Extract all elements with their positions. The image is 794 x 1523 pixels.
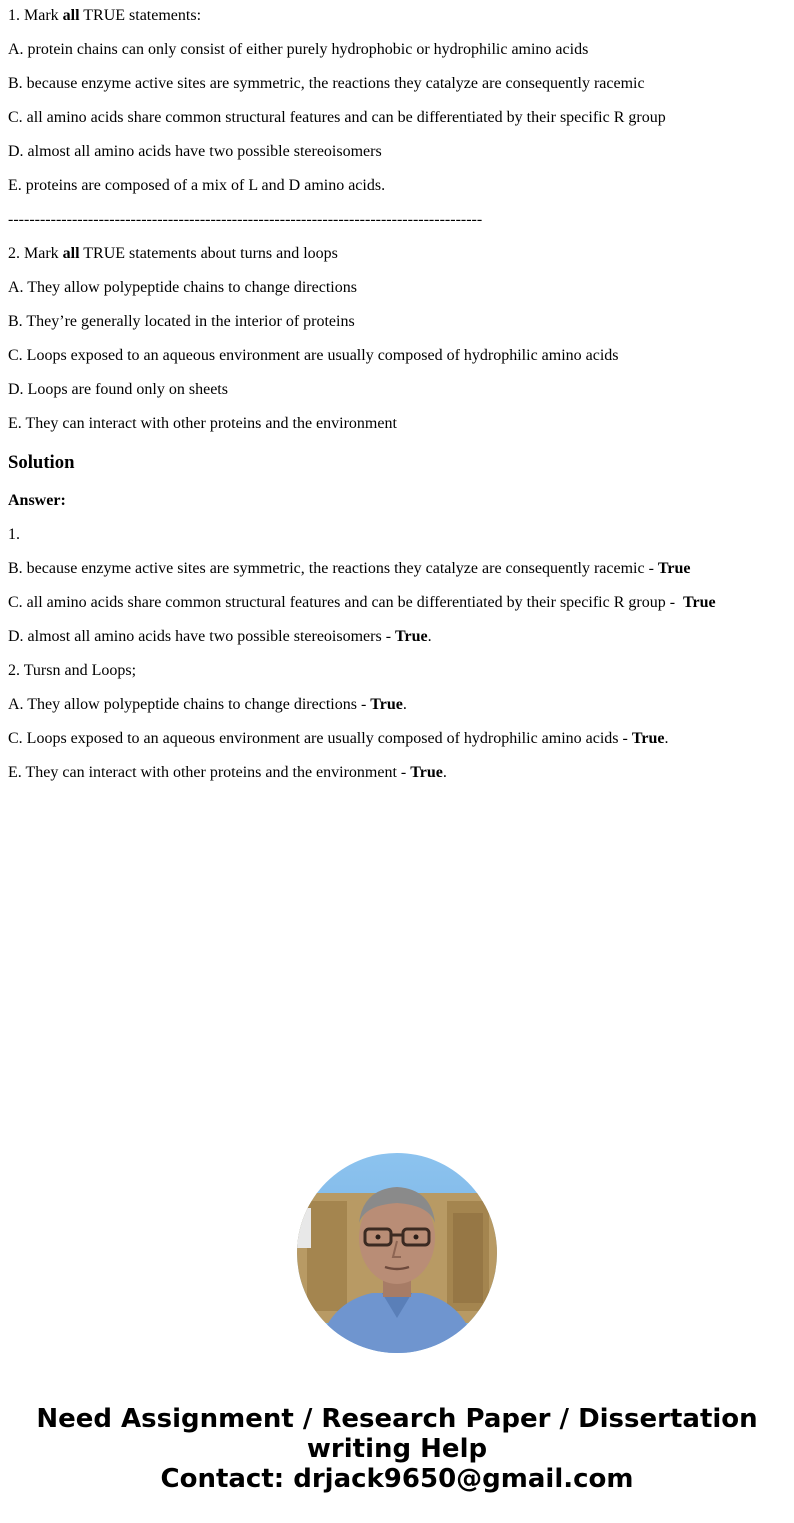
- question-1-option-b: B. because enzyme active sites are symmetric, the reactions they catalyze are consequently racemic: [8, 75, 645, 92]
- promo-line-2: writing Help: [306, 1434, 488, 1464]
- question-2-option-b: B. They’re generally located in the interior of proteins: [8, 313, 355, 330]
- answer-1-item-d: D. almost all amino acids have two possible stereoisomers - True.: [8, 628, 432, 645]
- solution-heading: Solution: [8, 452, 75, 473]
- answer-1-item-c: C. all amino acids share common structural features and can be differentiated by their specific R group - True: [8, 594, 716, 611]
- answer-label: Answer:: [8, 492, 66, 509]
- avatar: [297, 1153, 497, 1353]
- question-1-prompt: 1. Mark all TRUE statements:: [8, 7, 202, 24]
- answer-part-1-label: 1.: [8, 526, 20, 543]
- question-2-prompt: 2. Mark all TRUE statements about turns and loops: [8, 245, 338, 262]
- question-1-option-a: A. protein chains can only consist of either purely hydrophobic or hydrophilic amino acids: [8, 41, 589, 58]
- promo-contact: Contact: drjack9650@gmail.com: [160, 1464, 634, 1494]
- question-2-option-c: C. Loops exposed to an aqueous environment are usually composed of hydrophilic amino acids: [8, 347, 619, 364]
- answer-1-item-b: B. because enzyme active sites are symmetric, the reactions they catalyze are consequently racemic - True: [8, 560, 691, 577]
- question-1-option-c: C. all amino acids share common structural features and can be differentiated by their specific R group: [8, 109, 666, 126]
- promo-banner: [0, 1404, 794, 1494]
- answer-2-item-e: E. They can interact with other proteins and the environment - True.: [8, 764, 447, 781]
- question-1-option-d: D. almost all amino acids have two possible stereoisomers: [8, 143, 382, 160]
- person-portrait-icon: [297, 1153, 497, 1353]
- question-2-option-e: E. They can interact with other proteins and the environment: [8, 415, 397, 432]
- promo-line-1: Need Assignment / Research Paper / Dissertation: [36, 1404, 758, 1434]
- answer-part-2-label: 2. Tursn and Loops;: [8, 662, 137, 679]
- divider: -----------------------------------------------------------------------------------------: [8, 211, 483, 228]
- question-1-option-e: E. proteins are composed of a mix of L and D amino acids.: [8, 177, 386, 194]
- answer-2-item-a: A. They allow polypeptide chains to change directions - True.: [8, 696, 407, 713]
- question-2-option-a: A. They allow polypeptide chains to change directions: [8, 279, 357, 296]
- answer-2-item-c: C. Loops exposed to an aqueous environment are usually composed of hydrophilic amino acids - True.: [8, 730, 669, 747]
- question-2-option-d: D. Loops are found only on sheets: [8, 381, 228, 398]
